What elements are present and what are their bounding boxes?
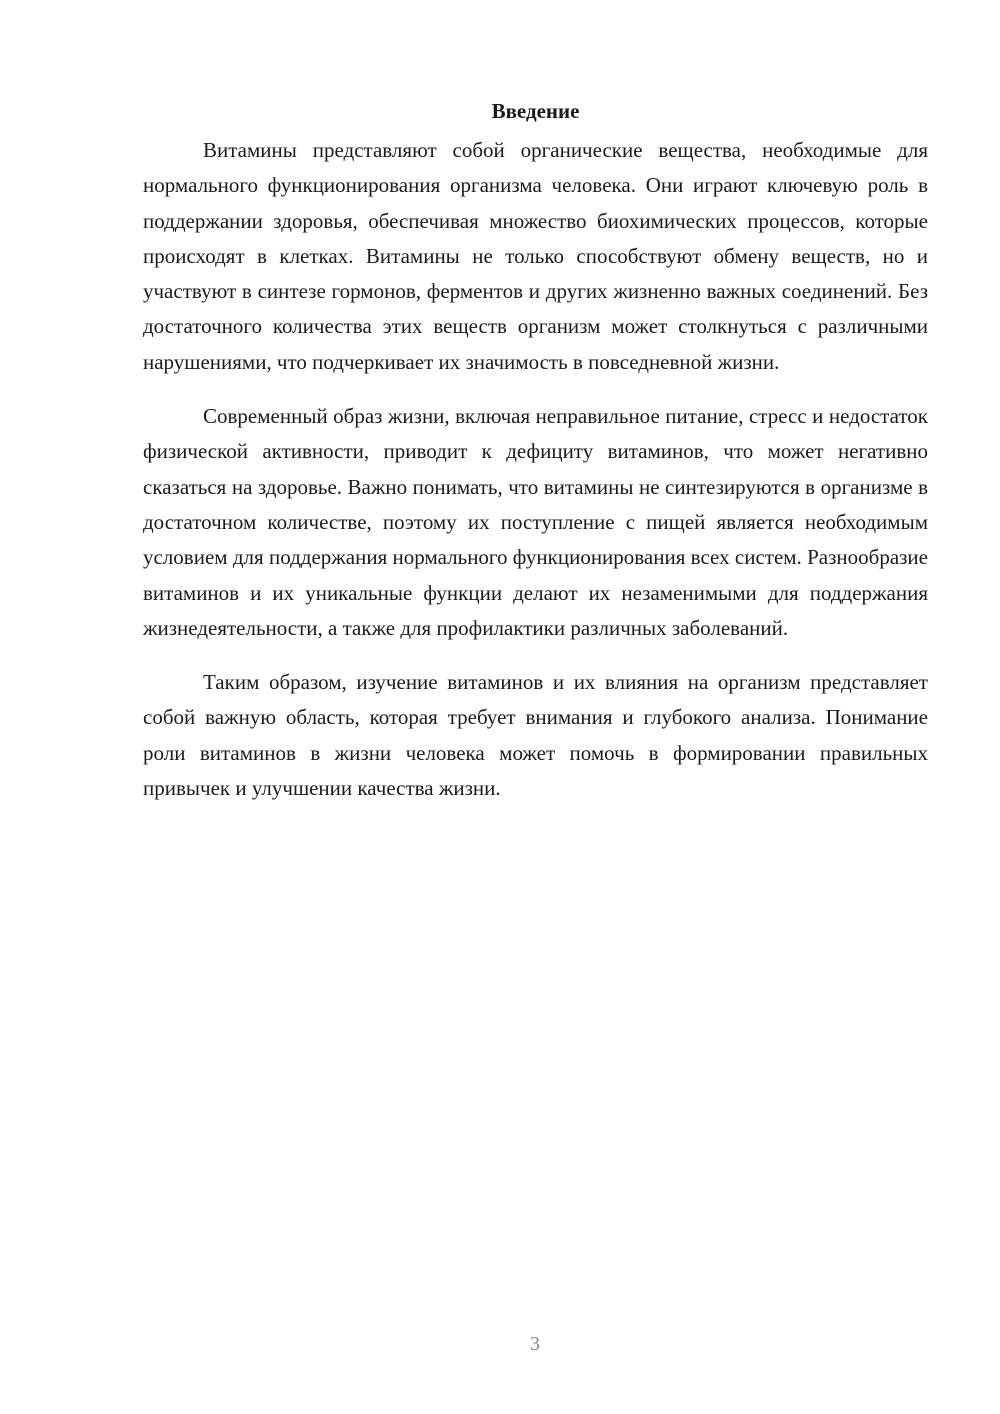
page-number: 3: [530, 1333, 540, 1355]
paragraph-3: Таким образом, изучение витаминов и их влияния на организм представляет собой важную область, которая требует внимания и глубокого анализа. Понимание роли витаминов в жизни человека может помочь в формировании правильных привычек и улучшении качества жизни.: [143, 670, 928, 801]
paragraph-1: Витамины представляют собой органические вещества, необходимые для нормального функционирования организма человека. Они играют ключевую роль в поддержании здоровья, обеспечивая множество биохимических процессов, которые происходят в клетках. Витамины не только способствуют обмену веществ, но и участвуют в синтезе гормонов, ферментов и других жизненно важных соединений. Без достаточного количества этих веществ организм может столкнуться с различными нарушениями, что подчеркивает их значимость в повседневной жизни.: [143, 138, 928, 374]
page-content: [143, 94, 928, 825]
paragraph-2: Современный образ жизни, включая неправильное питание, стресс и недостаток физической активности, приводит к дефициту витаминов, что может негативно сказаться на здоровье. Важно понимать, что витамины не синтезируются в организме в достаточном количестве, поэтому их поступление с пищей является необходимым условием для поддержания нормального функционирования всех систем. Разнообразие витаминов и их уникальные функции делают их незаменимыми для поддержания жизнедеятельности, а также для профилактики различных заболеваний.: [143, 404, 928, 640]
section-title: Введение: [491, 99, 580, 123]
